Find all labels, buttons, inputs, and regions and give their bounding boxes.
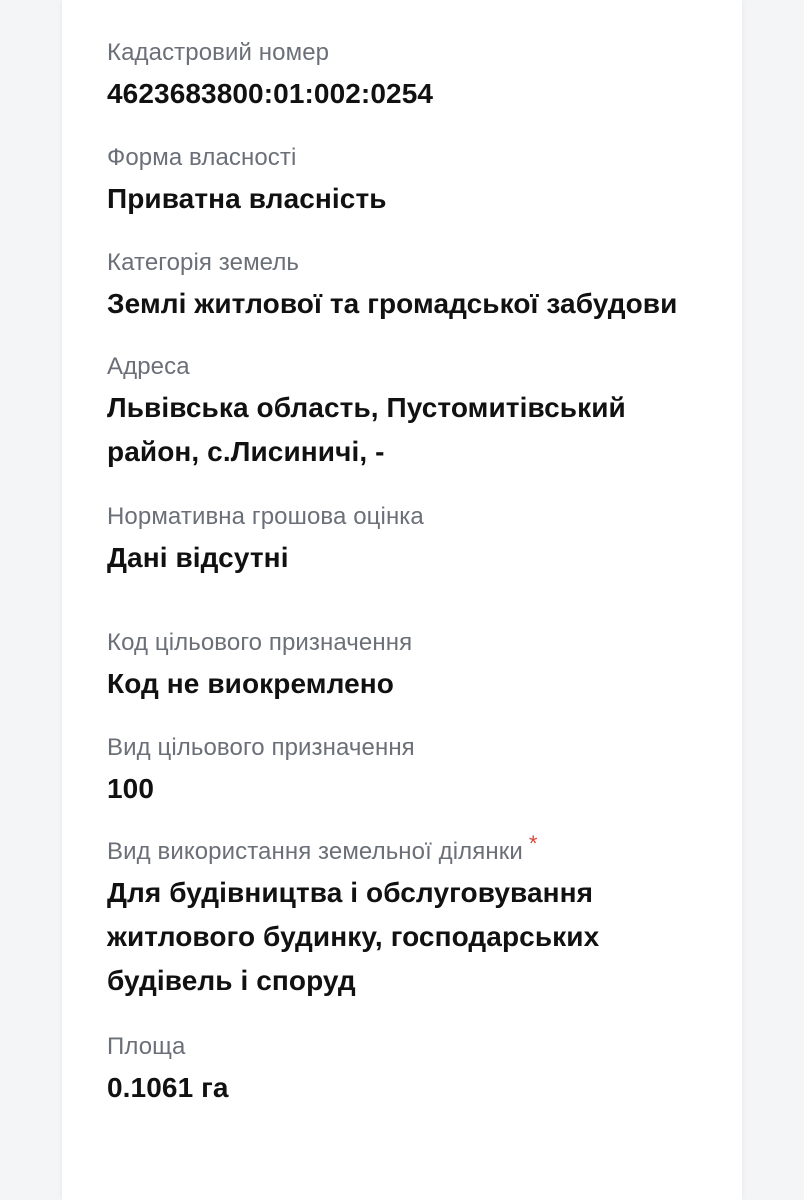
field-purpose-type	[107, 733, 727, 811]
field-value: Приватна власність	[107, 183, 387, 214]
field-label: Вид цільового призначення	[107, 734, 415, 761]
field-value: Львівська область, Пустомитівський район, с.Лисиничі, -	[107, 392, 626, 467]
field-address	[107, 352, 667, 474]
field-label: Кадастровий номер	[107, 39, 330, 66]
field-area	[107, 1032, 727, 1110]
required-asterisk: *	[528, 831, 538, 856]
field-value: 100	[107, 773, 155, 804]
field-normative-valuation	[107, 502, 727, 580]
field-land-use-type	[107, 831, 627, 1003]
field-value: Для будівництва і обслуговування житлового будинку, господарських будівель і споруд	[107, 877, 600, 996]
field-label: Нормативна грошова оцінка	[107, 503, 424, 530]
field-cadastral-number	[107, 38, 727, 116]
field-label: Код цільового призначення	[107, 629, 413, 656]
field-value: 0.1061 га	[107, 1072, 229, 1103]
field-land-category	[107, 248, 727, 326]
field-value: 4623683800:01:002:0254	[107, 78, 434, 109]
land-plot-details-card	[62, 0, 742, 1200]
field-label: Площа	[107, 1033, 186, 1060]
field-value: Код не виокремлено	[107, 668, 395, 699]
field-ownership-form	[107, 143, 727, 221]
field-label-text: Вид використання земельної ділянки	[107, 838, 523, 865]
field-value: Землі житлової та громадської забудови	[107, 288, 678, 319]
field-purpose-code	[107, 628, 727, 706]
field-label: Категорія земель	[107, 249, 300, 276]
field-label: Адреса	[107, 353, 190, 380]
field-label	[107, 831, 627, 867]
field-label: Форма власності	[107, 144, 297, 171]
field-value: Дані відсутні	[107, 542, 289, 573]
